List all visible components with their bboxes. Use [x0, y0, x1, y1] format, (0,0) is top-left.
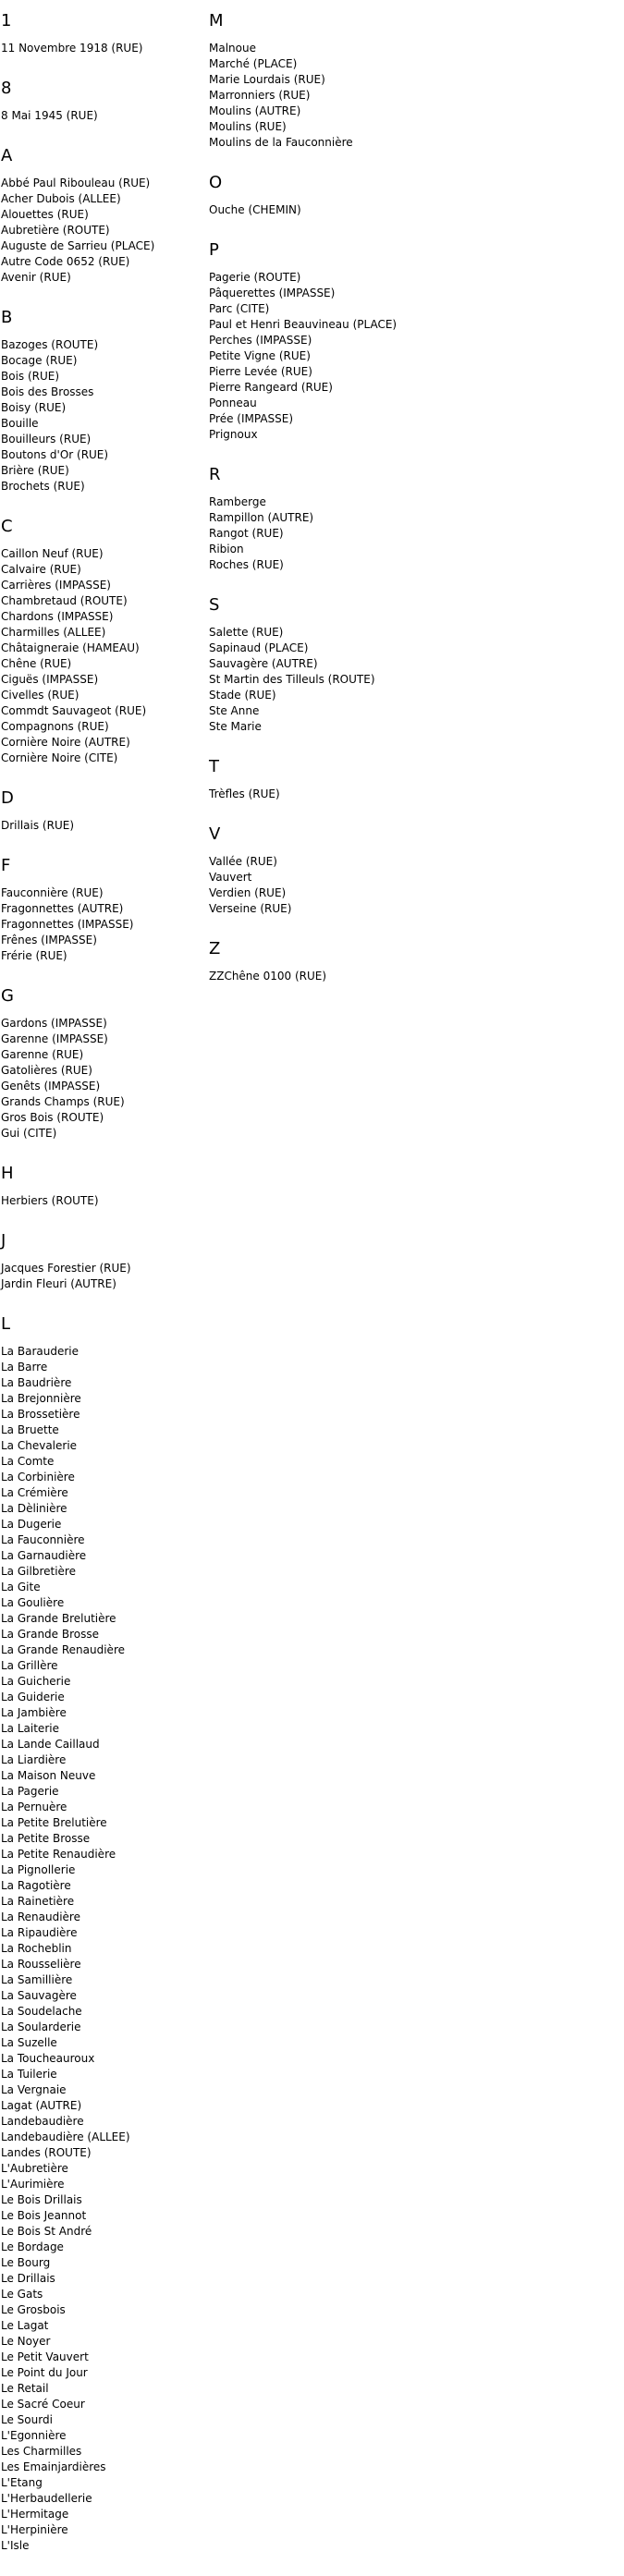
street-link[interactable]: La Jambière	[1, 1706, 67, 1719]
letter-heading: 8	[1, 79, 12, 98]
street-link[interactable]: Gardons (IMPASSE)	[1, 1017, 107, 1030]
letter-heading: Z	[209, 939, 221, 958]
street-link[interactable]: Salette (RUE)	[209, 626, 284, 639]
street-link[interactable]: Les Charmilles	[1, 2445, 82, 2458]
street-link[interactable]: Moulins (AUTRE)	[209, 104, 301, 117]
street-link[interactable]: La Rocheblin	[1, 1942, 72, 1955]
street-link[interactable]: L'Egonnière	[1, 2429, 67, 2442]
street-link[interactable]: Commdt Sauvageot (RUE)	[1, 704, 147, 717]
street-link[interactable]: La Goulière	[1, 1596, 65, 1609]
street-link[interactable]: Moulins (RUE)	[209, 120, 287, 133]
street-link[interactable]: La Toucheauroux	[1, 2052, 95, 2065]
street-link[interactable]: Abbé Paul Ribouleau (RUE)	[1, 177, 151, 189]
street-link[interactable]: L'Isle	[1, 2539, 30, 2552]
street-link[interactable]: La Sauvagère	[1, 1989, 77, 2002]
letter-heading: S	[209, 595, 220, 615]
street-link[interactable]: 8 Mai 1945 (RUE)	[1, 109, 98, 122]
street-link[interactable]: Le Bourg	[1, 2256, 51, 2269]
letter-group-c	[1, 517, 209, 766]
street-link[interactable]: Le Petit Vauvert	[1, 2350, 89, 2363]
letter-group-g	[1, 986, 209, 1141]
street-link[interactable]: L'Hermitage	[1, 2508, 69, 2521]
street-link[interactable]: La Tuilerie	[1, 2068, 57, 2081]
letter-group-p	[209, 240, 597, 443]
street-link[interactable]: Chêne (RUE)	[1, 657, 72, 670]
street-link[interactable]: Chambretaud (ROUTE)	[1, 594, 128, 607]
street-link[interactable]: L'Aubretière	[1, 2162, 68, 2175]
street-link[interactable]: La Barre	[1, 1361, 48, 1373]
street-link[interactable]: Grands Champs (RUE)	[1, 1095, 125, 1108]
street-link[interactable]: Roches (RUE)	[209, 558, 284, 571]
street-link[interactable]: Gros Bois (ROUTE)	[1, 1111, 104, 1124]
street-link[interactable]: Ramberge	[209, 495, 266, 508]
street-link[interactable]: Fragonnettes (IMPASSE)	[1, 918, 134, 931]
street-link[interactable]: Malnoue	[209, 42, 256, 55]
street-link[interactable]: L'Herpinière	[1, 2523, 68, 2536]
street-link[interactable]: Verdien (RUE)	[209, 886, 287, 899]
street-link[interactable]: Ouche (CHEMIN)	[209, 203, 301, 216]
letter-heading: J	[1, 1231, 6, 1251]
letter-heading: 1	[1, 11, 12, 31]
letter-heading: O	[209, 173, 223, 192]
letter-heading: A	[1, 146, 13, 165]
letter-heading: M	[209, 11, 224, 31]
street-link[interactable]: Le Lagat	[1, 2319, 49, 2332]
letter-group-r	[209, 465, 597, 573]
street-link[interactable]: La Barauderie	[1, 1345, 79, 1358]
street-link[interactable]: Marronniers (RUE)	[209, 89, 311, 102]
street-link[interactable]: La Soularderie	[1, 2021, 81, 2033]
letter-group-o	[209, 173, 597, 218]
letter-heading: T	[209, 757, 219, 776]
street-link[interactable]: Chardons (IMPASSE)	[1, 610, 114, 623]
street-link[interactable]: L'Etang	[1, 2476, 43, 2489]
letter-heading: H	[1, 1164, 14, 1183]
street-link[interactable]: Pierre Levée (RUE)	[209, 365, 312, 378]
street-link[interactable]: La Brejonnière	[1, 1392, 81, 1405]
letter-group-j	[1, 1231, 209, 1292]
street-link[interactable]: Fauconnière (RUE)	[1, 886, 104, 899]
street-link[interactable]: Ste Marie	[209, 720, 262, 733]
street-link[interactable]: La Grande Renaudière	[1, 1643, 125, 1656]
street-link[interactable]: La Rousselière	[1, 1958, 81, 1971]
street-link[interactable]: Calvaire (RUE)	[1, 563, 81, 576]
street-link[interactable]: Rangot (RUE)	[209, 527, 284, 540]
street-link[interactable]: Garenne (IMPASSE)	[1, 1032, 108, 1045]
letter-group-l	[1, 1314, 209, 2554]
street-link[interactable]: Brière (RUE)	[1, 464, 69, 477]
street-link[interactable]: Le Retail	[1, 2382, 49, 2395]
street-link[interactable]: La Guiderie	[1, 1691, 65, 1703]
street-link[interactable]: L'Aurimière	[1, 2178, 65, 2191]
street-link[interactable]: La Grande Brelutière	[1, 1612, 116, 1625]
street-link[interactable]: Drillais (RUE)	[1, 819, 74, 832]
street-link[interactable]: Boisy (RUE)	[1, 401, 67, 414]
street-link[interactable]: Prignoux	[209, 428, 258, 441]
street-link[interactable]: Charmilles (ALLEE)	[1, 626, 106, 639]
letter-heading: L	[1, 1314, 11, 1334]
street-link[interactable]: La Chevalerie	[1, 1439, 78, 1452]
street-link[interactable]: La Ripaudière	[1, 1926, 78, 1939]
street-link[interactable]: La Pernuère	[1, 1801, 67, 1813]
street-link[interactable]: Caillon Neuf (RUE)	[1, 547, 104, 560]
street-link[interactable]: Verseine (RUE)	[209, 902, 292, 915]
street-link[interactable]: Frérie (RUE)	[1, 949, 67, 962]
street-link[interactable]: La Fauconnière	[1, 1533, 85, 1546]
street-link[interactable]: Le Sourdi	[1, 2413, 53, 2426]
street-link[interactable]: Aubretière (ROUTE)	[1, 224, 110, 237]
street-link[interactable]: La Grillère	[1, 1659, 58, 1672]
street-link[interactable]: La Pignollerie	[1, 1863, 76, 1876]
street-link[interactable]: Ciguës (IMPASSE)	[1, 673, 99, 686]
street-link[interactable]: La Grande Brosse	[1, 1628, 99, 1641]
letter-group-f	[1, 856, 209, 964]
street-link[interactable]: La Dugerie	[1, 1518, 62, 1531]
street-link[interactable]: Le Point du Jour	[1, 2366, 88, 2379]
street-link[interactable]: Trèfles (RUE)	[209, 787, 280, 800]
street-link[interactable]: La Crémière	[1, 1486, 68, 1499]
street-link[interactable]: Bocage (RUE)	[1, 354, 78, 367]
street-link[interactable]: La Garnaudière	[1, 1549, 87, 1562]
street-link[interactable]: Ste Anne	[209, 704, 260, 717]
letter-heading: R	[209, 465, 221, 484]
street-link[interactable]: Cornière Noire (CITE)	[1, 751, 118, 764]
street-link[interactable]: Vauvert	[209, 871, 252, 884]
left-column	[0, 0, 209, 2576]
street-link[interactable]: La Dèlinière	[1, 1502, 67, 1515]
street-link[interactable]: Moulins de la Fauconnière	[209, 136, 353, 149]
letter-group-a	[1, 146, 209, 286]
letter-group-d	[1, 788, 209, 834]
street-link[interactable]: Le Bordage	[1, 2240, 64, 2253]
street-link[interactable]: Bois (RUE)	[1, 370, 60, 383]
street-link[interactable]: Herbiers (ROUTE)	[1, 1194, 99, 1207]
street-link[interactable]: L'Herbaudellerie	[1, 2492, 92, 2505]
street-link[interactable]: Avenir (RUE)	[1, 271, 71, 284]
street-link[interactable]: Prée (IMPASSE)	[209, 412, 294, 425]
street-link[interactable]: Landes (ROUTE)	[1, 2146, 92, 2159]
street-link[interactable]: Civelles (RUE)	[1, 689, 80, 702]
street-link[interactable]: Acher Dubois (ALLEE)	[1, 192, 121, 205]
street-link[interactable]: Perches (IMPASSE)	[209, 334, 312, 347]
street-link[interactable]: La Bruette	[1, 1423, 59, 1436]
street-link[interactable]: La Suzelle	[1, 2036, 57, 2049]
street-link[interactable]: La Gite	[1, 1581, 41, 1593]
street-link[interactable]: Le Drillais	[1, 2272, 55, 2285]
street-link[interactable]: Vallée (RUE)	[209, 855, 277, 868]
street-link[interactable]: Rampillon (AUTRE)	[209, 511, 314, 524]
street-link[interactable]: Boutons d'Or (RUE)	[1, 448, 109, 461]
street-link[interactable]: Sapinaud (PLACE)	[209, 641, 309, 654]
street-link[interactable]: Bois des Brosses	[1, 385, 94, 398]
letter-group-s	[209, 595, 597, 735]
street-link[interactable]: La Comte	[1, 1455, 55, 1468]
street-link[interactable]: La Corbinière	[1, 1471, 75, 1483]
street-link[interactable]: La Renaudière	[1, 1911, 80, 1923]
street-link[interactable]: Genêts (IMPASSE)	[1, 1080, 101, 1093]
street-link[interactable]: Landebaudière	[1, 2115, 84, 2128]
letter-heading: D	[1, 788, 14, 808]
street-link[interactable]: La Liardière	[1, 1753, 67, 1766]
street-link[interactable]: Bazoges (ROUTE)	[1, 338, 99, 351]
letter-heading: V	[209, 824, 221, 844]
street-link[interactable]: Le Bois Jeannot	[1, 2209, 87, 2222]
letter-group-v	[209, 824, 597, 917]
street-link[interactable]: Marie Lourdais (RUE)	[209, 73, 325, 86]
street-link[interactable]: Garenne (RUE)	[1, 1048, 84, 1061]
street-link[interactable]: Auguste de Sarrieu (PLACE)	[1, 239, 155, 252]
letter-group-b	[1, 308, 209, 494]
street-link[interactable]: La Ragotière	[1, 1879, 71, 1892]
street-link[interactable]: La Laiterie	[1, 1722, 59, 1735]
letter-heading: G	[1, 986, 14, 1006]
letter-group-h	[1, 1164, 209, 1209]
street-link[interactable]: Le Gats	[1, 2288, 43, 2301]
street-link[interactable]: La Vergnaie	[1, 2083, 67, 2096]
street-link[interactable]: Le Grosbois	[1, 2303, 66, 2316]
street-link[interactable]: La Petite Brelutière	[1, 1816, 107, 1829]
right-column	[209, 0, 597, 1007]
street-link[interactable]: Carrières (IMPASSE)	[1, 579, 111, 592]
street-link[interactable]: Lagat (AUTRE)	[1, 2099, 82, 2112]
street-link[interactable]: Gatolières (RUE)	[1, 1064, 92, 1077]
street-link[interactable]: Frênes (IMPASSE)	[1, 934, 97, 946]
letter-group-8	[1, 79, 209, 124]
street-link[interactable]: Cornière Noire (AUTRE)	[1, 736, 130, 749]
letter-group-m	[209, 11, 597, 151]
street-link[interactable]: Le Bois Drillais	[1, 2193, 82, 2206]
letter-group-z	[209, 939, 597, 984]
street-link[interactable]: La Petite Brosse	[1, 1832, 91, 1845]
street-link[interactable]: La Soudelache	[1, 2005, 82, 2018]
street-link[interactable]: La Pagerie	[1, 1785, 59, 1798]
letter-heading: F	[1, 856, 11, 875]
street-link[interactable]: Ribion	[209, 543, 244, 555]
street-link[interactable]: Le Bois St André	[1, 2225, 92, 2238]
street-link[interactable]: Le Sacré Coeur	[1, 2398, 85, 2411]
letter-heading: C	[1, 517, 13, 536]
street-link[interactable]: Châtaigneraie (HAMEAU)	[1, 641, 140, 654]
street-link[interactable]: La Lande Caillaud	[1, 1738, 100, 1751]
street-link[interactable]: La Guicherie	[1, 1675, 71, 1688]
street-link[interactable]: Parc (CITE)	[209, 302, 270, 315]
street-link[interactable]: Pierre Rangeard (RUE)	[209, 381, 333, 394]
street-link[interactable]: Brochets (RUE)	[1, 480, 85, 493]
street-link[interactable]: Fragonnettes (AUTRE)	[1, 902, 124, 915]
street-link[interactable]: La Samillière	[1, 1973, 73, 1986]
street-link[interactable]: La Petite Renaudière	[1, 1848, 116, 1861]
street-link[interactable]: Autre Code 0652 (RUE)	[1, 255, 130, 268]
street-link[interactable]: Les Emainjardières	[1, 2460, 106, 2473]
street-link[interactable]: Gui (CITE)	[1, 1127, 57, 1140]
street-link[interactable]: La Maison Neuve	[1, 1769, 96, 1782]
street-link[interactable]: Landebaudière (ALLEE)	[1, 2130, 130, 2143]
street-link[interactable]: Compagnons (RUE)	[1, 720, 109, 733]
street-link[interactable]: Pagerie (ROUTE)	[209, 271, 301, 284]
street-link[interactable]: Marché (PLACE)	[209, 57, 298, 70]
street-link[interactable]: 11 Novembre 1918 (RUE)	[1, 42, 143, 55]
street-link[interactable]: Paul et Henri Beauvineau (PLACE)	[209, 318, 398, 331]
letter-group-1	[1, 11, 209, 56]
street-link[interactable]: La Gilbretière	[1, 1565, 76, 1578]
letter-heading: P	[209, 240, 219, 260]
street-link[interactable]: Jardin Fleuri (AUTRE)	[1, 1277, 116, 1290]
letter-heading: B	[1, 308, 13, 327]
street-link[interactable]: Stade (RUE)	[209, 689, 276, 702]
street-link[interactable]: Petite Vigne (RUE)	[209, 349, 311, 362]
street-link[interactable]: La Brossetière	[1, 1408, 80, 1421]
street-link[interactable]: ZZChêne 0100 (RUE)	[209, 970, 327, 983]
street-link[interactable]: Bouille	[1, 417, 39, 430]
letter-group-t	[209, 757, 597, 802]
street-link[interactable]: Le Noyer	[1, 2335, 51, 2348]
street-link[interactable]: Pâquerettes (IMPASSE)	[209, 287, 336, 299]
street-link[interactable]: La Rainetière	[1, 1895, 75, 1908]
street-link[interactable]: Alouettes (RUE)	[1, 208, 89, 221]
street-link[interactable]: La Baudrière	[1, 1376, 72, 1389]
street-link[interactable]: Ponneau	[209, 397, 257, 409]
street-link[interactable]: Bouilleurs (RUE)	[1, 433, 92, 446]
street-link[interactable]: Sauvagère (AUTRE)	[209, 657, 318, 670]
street-link[interactable]: St Martin des Tilleuls (ROUTE)	[209, 673, 375, 686]
street-link[interactable]: Jacques Forestier (RUE)	[1, 1262, 131, 1275]
